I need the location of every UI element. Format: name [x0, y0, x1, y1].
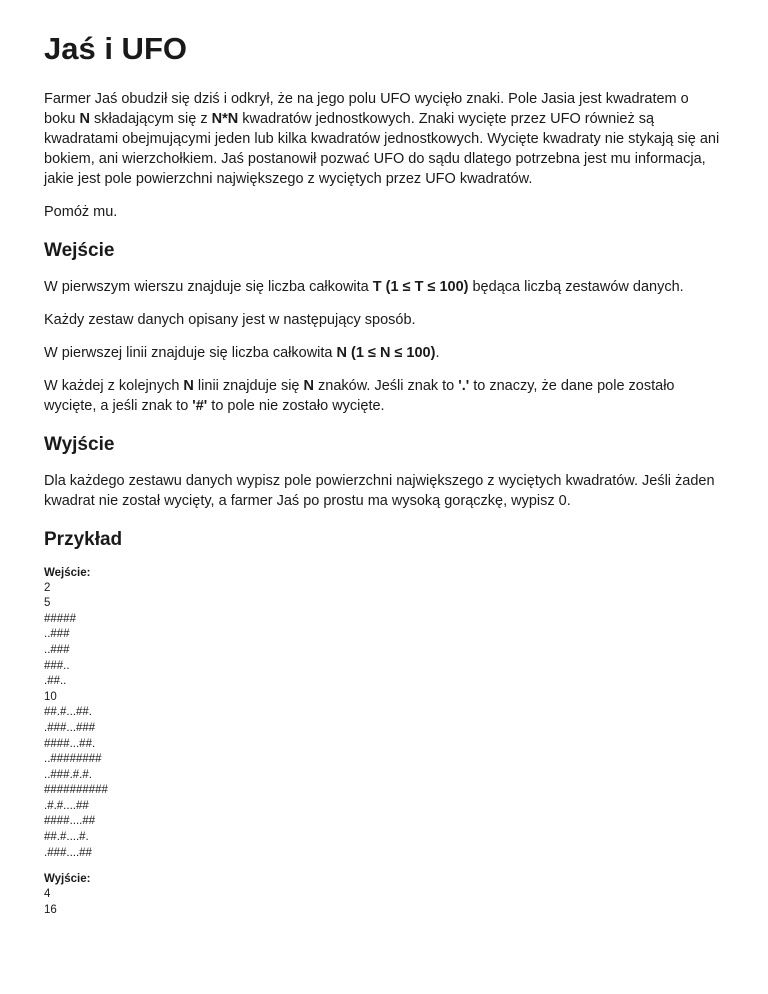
example-input-line: .#.#....## — [44, 799, 89, 812]
input-paragraph-1 — [44, 277, 724, 297]
input-bold: N — [303, 377, 315, 394]
example-input-line: ########## — [44, 784, 108, 797]
input-text: to pole nie zostało wycięte. — [207, 397, 385, 414]
page-title: Jaś i UFO — [44, 31, 187, 66]
example-input-line: ..###.#.#. — [44, 768, 92, 781]
example-input-line: 2 — [44, 581, 51, 594]
output-heading: Wyjście — [44, 433, 115, 455]
example-output-block — [44, 887, 724, 918]
example-input-line: .###....## — [44, 846, 92, 859]
example-heading: Przykład — [44, 528, 123, 550]
input-bold: N (1 ≤ N ≤ 100) — [336, 344, 436, 361]
input-text: W każdej z kolejnych — [44, 377, 184, 394]
input-heading: Wejście — [44, 240, 115, 262]
example-input-line: ##.#...##. — [44, 706, 92, 719]
input-paragraph-2: Każdy zestaw danych opisany jest w następujący sposób. — [44, 311, 416, 328]
intro-text: składającym się z — [89, 111, 212, 128]
input-bold: '.' — [458, 377, 470, 394]
example-input-line: ..######## — [44, 753, 102, 766]
input-text: linii znajduje się — [193, 377, 304, 394]
input-text: . — [435, 344, 440, 361]
example-input-line: ###.. — [44, 659, 70, 672]
input-text: będąca liczbą zestawów danych. — [468, 278, 684, 295]
example-output-line: 4 — [44, 888, 51, 901]
intro-text: Farmer Jaś obudził się dziś i odkrył, że na jego polu UFO wycięło znaki. Pole Jasia jest kwadratem o boku — [44, 91, 689, 128]
intro-text: kwadratów jednostkowych. Znaki wycięte przez UFO również są kwadratami obejmującymi jeden lub kilka kwadratów jednostkowych. Wycięte kwadraty nie stykają się ani bokiem, ani wierzchołkiem. Jaś postanowił pozwać UFO do sądu dlatego potrzebna jest mu informacja, jakie jest pole powierzchni największego z wyciętych przez UFO kwadratów. — [44, 111, 720, 188]
input-bold: N — [183, 377, 194, 394]
example-input-line: .##.. — [44, 675, 67, 688]
example-input-line: ####....## — [44, 815, 96, 828]
example-input-line: ..### — [44, 628, 70, 641]
input-text: W pierwszej linii znajduje się liczba całkowita — [44, 344, 337, 361]
input-text: to znaczy, że dane pole zostało wycięte, a jeśli znak to — [44, 377, 675, 414]
example-input-line: ##.#....#. — [44, 831, 89, 844]
example-output-label: Wyjście: — [44, 873, 91, 886]
input-bold: T (1 ≤ T ≤ 100) — [372, 278, 469, 295]
intro-bold: N*N — [211, 111, 239, 128]
example-input-line: ##### — [44, 612, 76, 625]
example-output-line: 16 — [44, 903, 57, 916]
help-paragraph: Pomóż mu. — [44, 204, 118, 221]
output-paragraph: Dla każdego zestawu danych wypisz pole powierzchni największego z wyciętych kwadratów. Jeśli żaden kwadrat nie został wycięty, a farmer Jaś po prostu ma wysoką gorączkę, wypisz 0. — [44, 472, 715, 509]
input-paragraph-3 — [44, 343, 724, 363]
input-text: W pierwszym wierszu znajduje się liczba całkowita — [44, 278, 373, 295]
example-input-line: .###...### — [44, 721, 96, 734]
example-input-block — [44, 581, 724, 862]
intro-paragraph — [44, 89, 724, 189]
example-input-line: ####...##. — [44, 737, 96, 750]
example-input-line: ..### — [44, 643, 70, 656]
example-input-line: 10 — [44, 690, 57, 703]
input-text: znaków. Jeśli znak to — [314, 377, 459, 394]
input-bold: '#' — [192, 397, 208, 414]
input-paragraph-4 — [44, 376, 724, 416]
example-input-label: Wejście: — [44, 566, 91, 579]
intro-bold: N — [79, 111, 90, 128]
example-input-line: 5 — [44, 597, 51, 610]
